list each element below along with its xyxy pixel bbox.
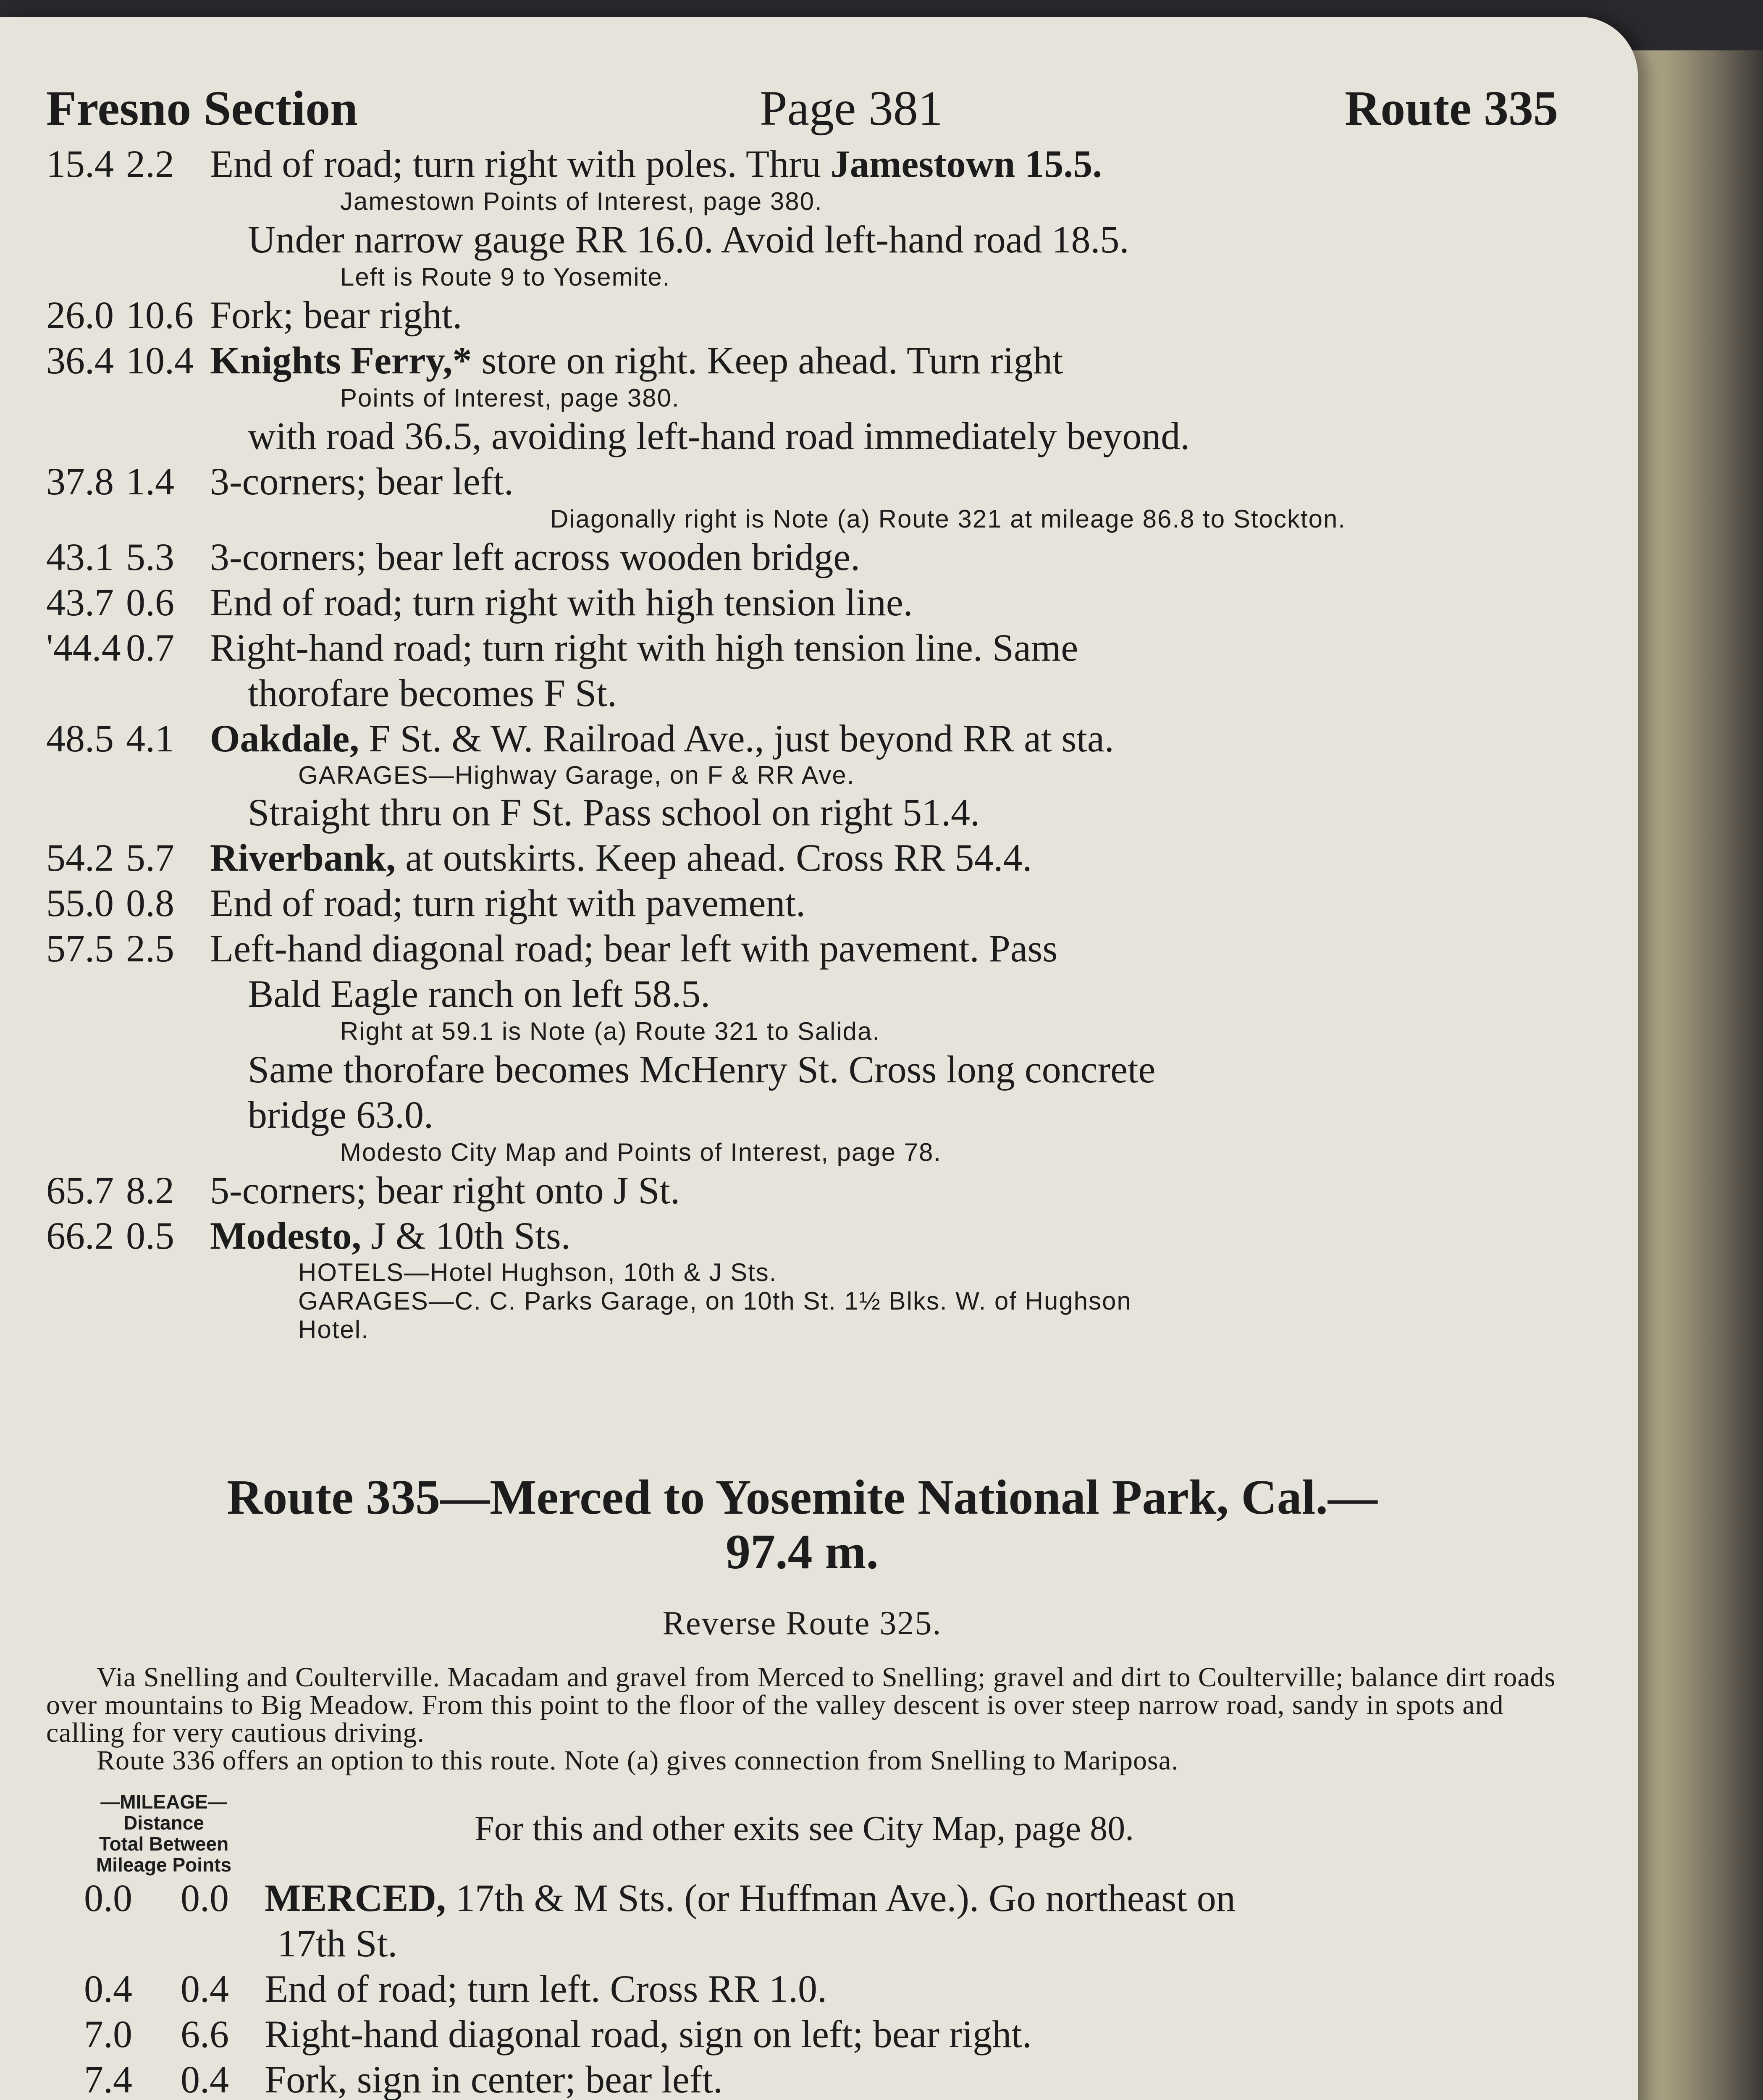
distance: 0.7 [126,626,174,669]
distance: 2.5 [126,927,174,970]
reverse-route: Reverse Route 325. [662,1605,942,1642]
mileage-key: —MILEAGE— Distance Total Between Mileage Points [96,1791,232,1876]
route-number: Route 335 [1344,81,1558,136]
log-entry [46,2057,1558,2100]
direction-text: End of road; turn right with high tension line. [210,581,913,624]
services-line: Hotel. [298,1315,369,1344]
direction-text: End of road; turn right with poles. Thru Jamestown 15.5. [210,142,1102,185]
continuation-line: 17th St. [277,1922,398,1965]
total-mileage: 43.7 [46,581,114,624]
total-mileage: 7.4 [84,2058,132,2100]
direction-text: Oakdale, F St. & W. Railroad Ave., just beyond RR at sta. [210,717,1114,760]
total-mileage: 0.0 [84,1877,132,1919]
note-line: Diagonally right is Note (a) Route 321 at mileage 86.8 to Stockton. [550,505,1346,533]
distance: 2.2 [126,142,174,185]
distance: 6.6 [181,2013,229,2055]
note-line: Modesto City Map and Points of Interest, page 78. [340,1138,942,1166]
distance: 10.4 [126,339,194,382]
total-mileage: 65.7 [46,1169,114,1212]
place-name: Jamestown 15.5. [830,142,1102,185]
services-line: HOTELS—Hotel Hughson, 10th & J Sts. [298,1258,777,1286]
mileage-header [46,1791,1558,1875]
direction-text: MERCED, 17th & M Sts. (or Huffman Ave.). Go northeast on [265,1877,1236,1919]
log-entry [46,141,1558,186]
total-mileage: 55.0 [46,882,114,924]
direction-text: Right-hand diagonal road, sign on left; bear right. [265,2013,1032,2055]
total-mileage: 26.0 [46,294,114,336]
direction-text: Fork; bear right. [210,294,462,336]
top-route-log [46,141,1558,1344]
log-entry [46,1213,1558,1258]
distance: 0.8 [126,882,174,924]
distance: 1.4 [126,460,174,503]
log-entry [46,459,1558,504]
route-option-note: Route 336 offers an option to this route. Note (a) gives connection from Snelling to Mariposa. [97,1745,1179,1776]
exits-note: For this and other exits see City Map, page 80. [475,1809,1134,1848]
log-entry [46,1168,1558,1213]
total-mileage: '44.4 [46,626,121,669]
log-entry [46,625,1558,670]
log-entry [46,835,1558,880]
note-line: Right at 59.1 is Note (a) Route 321 to Salida. [340,1017,881,1045]
distance: 0.6 [126,581,174,624]
log-entry [46,2011,1558,2057]
note-line: Jamestown Points of Interest, page 380. [340,187,823,215]
distance: 10.6 [126,294,194,336]
place-name: Knights Ferry,* [210,339,472,382]
book-page [0,17,1638,2100]
direction-text: 3-corners; bear left. [210,460,514,503]
log-entry [46,1966,1558,2011]
total-mileage: 36.4 [46,339,114,382]
direction-text: Fork, sign in center; bear left. [265,2058,723,2100]
direction-text: 5-corners; bear right onto J St. [210,1169,680,1212]
direction-text: End of road; turn left. Cross RR 1.0. [265,1967,827,2010]
route-title: Route 335—Merced to Yosemite National Park, Cal.— 97.4 m. [227,1470,1377,1579]
log-entry [46,880,1558,926]
log-entry [46,534,1558,580]
total-mileage: 15.4 [46,142,114,185]
direction-text: Riverbank, at outskirts. Keep ahead. Cross RR 54.4. [210,836,1032,879]
continuation-line: Under narrow gauge RR 16.0. Avoid left-hand road 18.5. [248,218,1129,261]
page-content [46,80,1558,2100]
direction-text: Knights Ferry,* store on right. Keep ahead. Turn right [210,339,1063,382]
distance: 0.4 [181,1967,229,2010]
continuation-line: Straight thru on F St. Pass school on right 51.4. [248,791,980,834]
continuation-line: bridge 63.0. [248,1093,434,1136]
note-line: Points of Interest, page 380. [340,384,680,412]
total-mileage: 0.4 [84,1967,132,2010]
total-mileage: 57.5 [46,927,114,970]
continuation-line: Same thorofare becomes McHenry St. Cross long concrete [248,1048,1156,1091]
log-entry [46,1875,1558,1921]
place-name: MERCED, [265,1877,446,1919]
direction-text: Modesto, J & 10th Sts. [210,1214,571,1257]
total-mileage: 7.0 [84,2013,132,2055]
distance: 0.0 [181,1877,229,1919]
place-name: Modesto, [210,1214,362,1257]
page-header [46,80,1558,137]
services-line: GARAGES—Highway Garage, on F & RR Ave. [298,761,855,789]
log-entry [46,338,1558,383]
total-mileage: 37.8 [46,460,114,503]
section-title: Fresno Section [46,81,358,136]
distance: 4.1 [126,717,174,760]
log-entry [46,580,1558,625]
total-mileage: 43.1 [46,536,114,578]
log-entry [46,926,1558,971]
log-entry [46,716,1558,761]
route-description: Via Snelling and Coulterville. Macadam and gravel from Merced to Snelling; gravel and dirt to Coulterville; balance dirt roads over mountains to Big Meadow. From this point to the floor of the valley descent is over steep narrow road, sandy in spots and calling for very cautious driving. [46,1662,1556,1748]
distance: 5.7 [126,836,174,879]
total-mileage: 54.2 [46,836,114,879]
total-mileage: 48.5 [46,717,114,760]
continuation-line: with road 36.5, avoiding left-hand road immediately beyond. [248,415,1190,457]
place-name: Riverbank, [210,836,396,879]
direction-text: Left-hand diagonal road; bear left with pavement. Pass [210,927,1058,970]
bottom-route-log [46,1875,1558,2100]
direction-text: 3-corners; bear left across wooden bridge. [210,536,861,578]
distance: 5.3 [126,536,174,578]
total-mileage: 66.2 [46,1214,114,1257]
continuation-line: Bald Eagle ranch on left 58.5. [248,972,711,1015]
note-line: Left is Route 9 to Yosemite. [340,263,671,291]
continuation-line: thorofare becomes F St. [248,672,617,714]
services-line: GARAGES—C. C. Parks Garage, on 10th St. 1½ Blks. W. of Hughson [298,1287,1132,1315]
log-entry [46,292,1558,338]
distance: 8.2 [126,1169,174,1212]
distance: 0.4 [181,2058,229,2100]
direction-text: Right-hand road; turn right with high tension line. Same [210,626,1078,669]
page-number: Page 381 [759,81,943,136]
place-name: Oakdale, [210,717,359,760]
direction-text: End of road; turn right with pavement. [210,882,806,924]
distance: 0.5 [126,1214,174,1257]
